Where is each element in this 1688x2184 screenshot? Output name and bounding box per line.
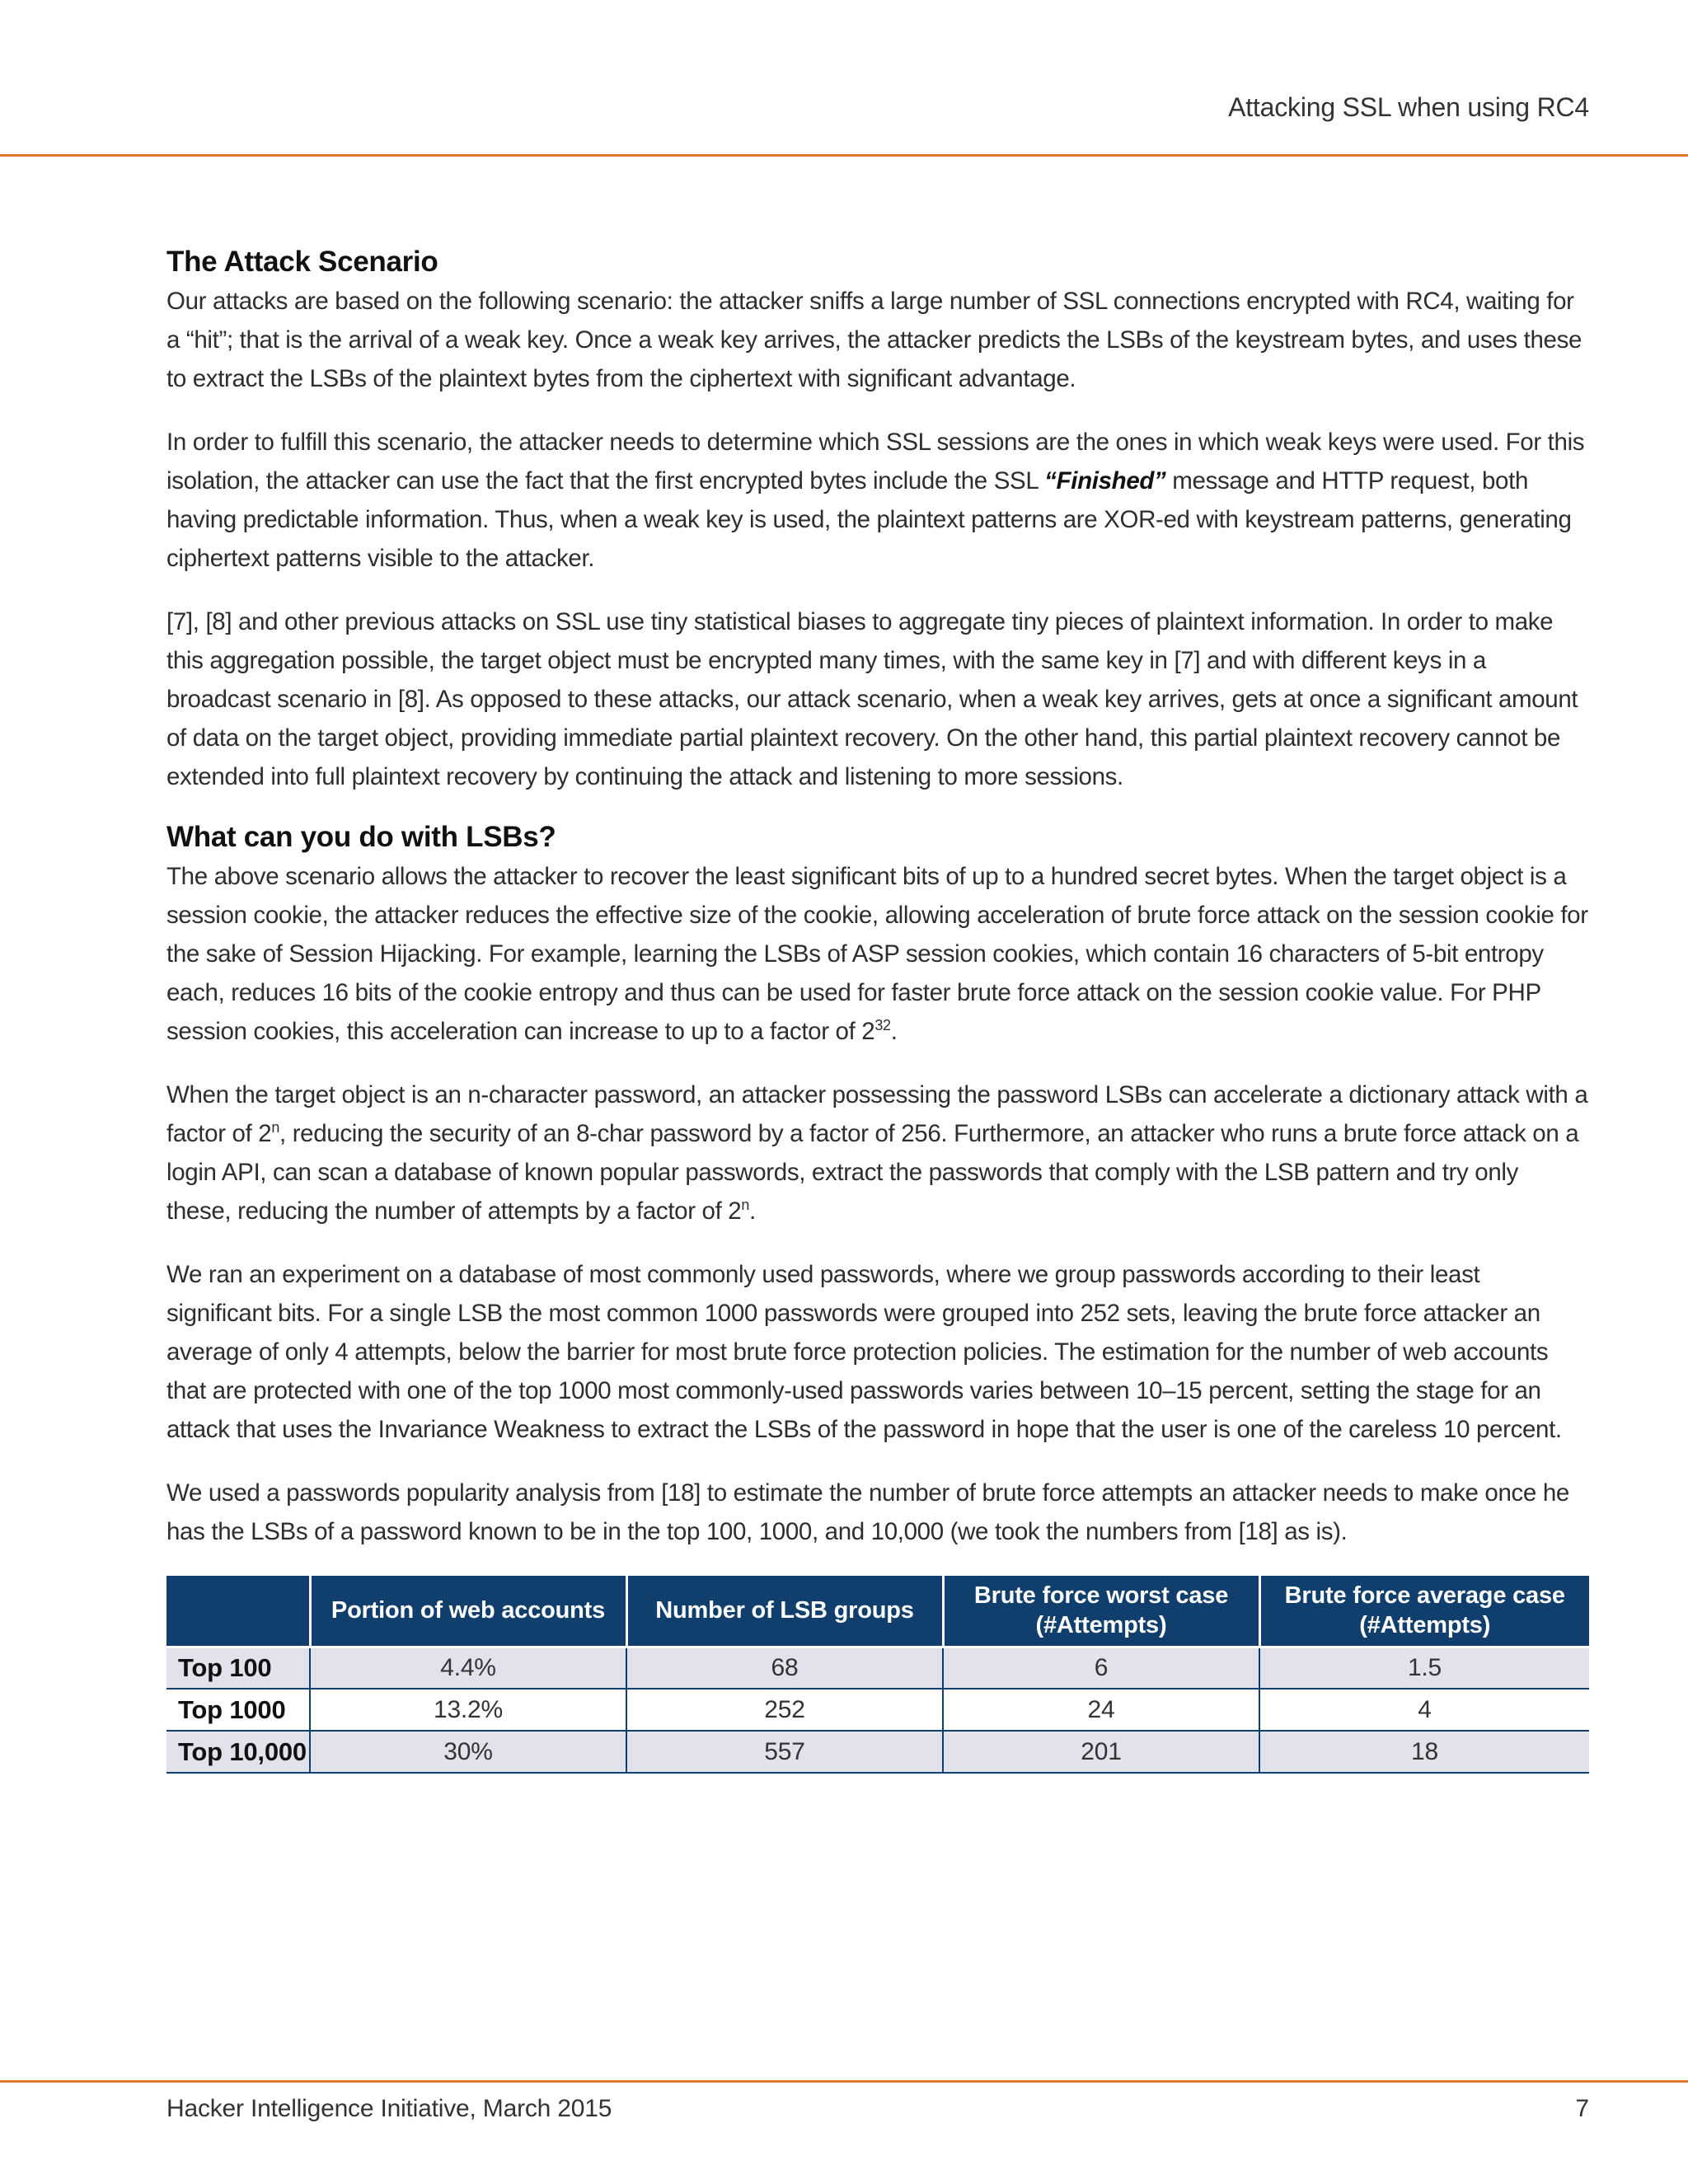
header-line: Brute force average case — [1284, 1582, 1565, 1610]
paragraph-text: . — [749, 1197, 756, 1225]
table-cell: 252 — [626, 1689, 943, 1731]
password-lsb-table — [166, 1576, 1589, 1774]
footer-publication: Hacker Intelligence Initiative, March 2015 — [166, 2095, 612, 2122]
table-cell: 6 — [943, 1647, 1259, 1689]
paragraph: Our attacks are based on the following scenario: the attacker sniffs a large number of SSL connections encrypted with RC4, waiting for a “hit”; that is the arrival of a weak key. Once a weak key arrives, the attacker predicts the LSBs of the keystream bytes, and uses these to extract the LSBs of the plaintext bytes from the ciphertext with significant advantage. — [166, 288, 1582, 392]
table-header-worst-case — [943, 1576, 1259, 1647]
superscript: n — [741, 1197, 750, 1214]
header-line: (#Attempts) — [1359, 1612, 1491, 1639]
table-cell: 201 — [943, 1731, 1259, 1773]
row-label: Top 10,000 — [166, 1731, 310, 1773]
paragraph-text: In order to fulfill this scenario, the attacker needs to determine which SSL sessions are the ones in which weak keys were used. For this isolation, the attacker can use the fact that the first encrypted bytes include the SSL — [166, 429, 1585, 494]
table-cell: 557 — [626, 1731, 943, 1773]
row-label: Top 1000 — [166, 1689, 310, 1731]
table-cell: 13.2% — [310, 1689, 626, 1731]
paragraph — [166, 857, 1589, 1051]
finished-emphasis: “Finished” — [1044, 467, 1166, 494]
table-header-portion: Portion of web accounts — [310, 1576, 626, 1647]
paragraph-text: . — [890, 1018, 898, 1045]
section-lsbs — [166, 819, 1589, 1551]
header-divider — [0, 154, 1688, 157]
superscript: n — [271, 1119, 280, 1137]
paragraph: [7], [8] and other previous attacks on SSL use tiny statistical biases to aggregate tiny pieces of plaintext information. In order to make this aggregation possible, the target object must be encrypted many times, with the same key in [7] and with different keys in a broadcast scenario in [8]. As opposed to these attacks, our attack scenario, when a weak key arrives, gets at once a significant amount of data on the target object, providing immediate partial plaintext recovery. On the other hand, this partial plaintext recovery cannot be extended into full plaintext recovery by continuing the attack and listening to more sessions. — [166, 608, 1578, 790]
table-row — [166, 1731, 1589, 1773]
paragraph: We used a passwords popularity analysis from [18] to estimate the number of brute force attempts an attacker needs to make once he has the LSBs of a password known to be in the top 100, 1000, and 10,000 (we took the numbers from [18] as is). — [166, 1479, 1569, 1545]
section-heading: What can you do with LSBs? — [166, 821, 556, 853]
table-header-empty — [166, 1576, 310, 1647]
table-header-lsb-groups: Number of LSB groups — [626, 1576, 943, 1647]
section-attack-scenario — [166, 244, 1589, 796]
header-line: Brute force worst case — [973, 1582, 1229, 1610]
header-line: (#Attempts) — [1035, 1612, 1167, 1639]
table-cell: 30% — [310, 1731, 626, 1773]
paragraph-text: message and HTTP request, both having predictable information. Thus, when a weak key is used, the plaintext patterns are XOR-ed with keystream patterns, generating ciphertext patterns visible to the attacker. — [166, 467, 1572, 572]
row-label: Top 100 — [166, 1647, 310, 1689]
table-cell: 68 — [626, 1647, 943, 1689]
superscript: 32 — [874, 1017, 891, 1034]
paragraph-text: When the target object is an n-character password, an attacker possessing the password LSBs can accelerate a dictionary attack with a factor of 2 — [166, 1081, 1588, 1147]
table-header-average-case — [1259, 1576, 1589, 1647]
table-cell: 1.5 — [1259, 1647, 1589, 1689]
paragraph-text: , reducing the security of an 8-char password by a factor of 256. Furthermore, an attacker who runs a brute force attack on a login API, can scan a database of known popular passwords, extract the passwords that comply with the LSB pattern and try only these, reducing the number of attempts by a factor of 2 — [166, 1120, 1579, 1225]
footer-divider — [0, 2080, 1688, 2083]
table-header-row — [166, 1576, 1589, 1647]
table-cell: 18 — [1259, 1731, 1589, 1773]
table-cell: 4.4% — [310, 1647, 626, 1689]
paragraph: We ran an experiment on a database of most commonly used passwords, where we group passwords according to their least significant bits. For a single LSB the most common 1000 passwords were grouped into 252 sets, leaving the brute force attacker an average of only 4 attempts, below the barrier for most brute force protection policies. The estimation for the number of web accounts that are protected with one of the top 1000 most commonly-used passwords varies between 10–15 percent, setting the stage for an attack that uses the Invariance Weakness to extract the LSBs of the password in hope that the user is one of the careless 10 percent. — [166, 1261, 1562, 1443]
paragraph — [166, 1076, 1589, 1230]
table-row — [166, 1647, 1589, 1689]
table-cell: 4 — [1259, 1689, 1589, 1731]
page-body — [166, 244, 1589, 1774]
paragraph — [166, 423, 1589, 578]
page-number: 7 — [1575, 2095, 1589, 2122]
section-heading: The Attack Scenario — [166, 246, 438, 278]
table-cell: 24 — [943, 1689, 1259, 1731]
table-row — [166, 1689, 1589, 1731]
running-header-title: Attacking SSL when using RC4 — [1228, 92, 1589, 122]
paragraph-text: The above scenario allows the attacker to recover the least significant bits of up to a hundred secret bytes. When the target object is a session cookie, the attacker reduces the effective size of the cookie, allowing acceleration of brute force attack on the session cookie for the sake of Session Hijacking. For example, learning the LSBs of ASP session cookies, which contain 16 characters of 5-bit entropy each, reduces 16 bits of the cookie entropy and thus can be used for faster brute force attack on the session cookie value. For PHP session cookies, this acceleration can increase to up to a factor of 2 — [166, 863, 1588, 1045]
